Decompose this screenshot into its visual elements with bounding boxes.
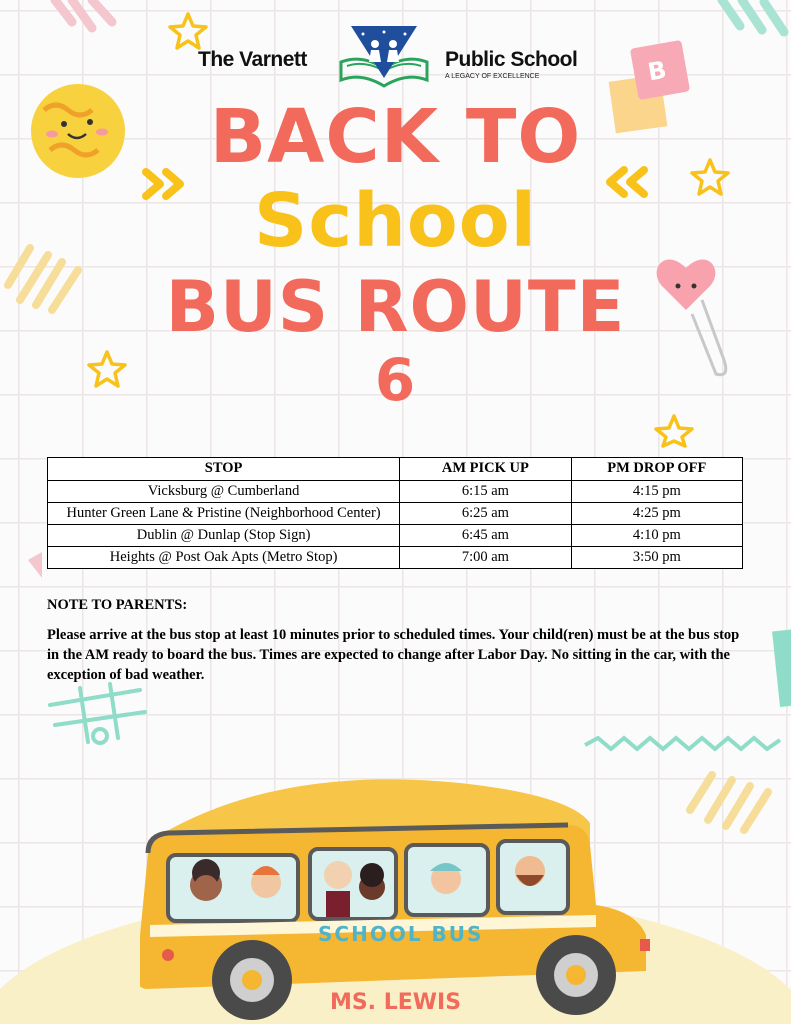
pm-time-cell: 4:10 pm: [571, 525, 742, 547]
bus-schedule-table: [47, 457, 743, 569]
stop-cell: Heights @ Post Oak Apts (Metro Stop): [48, 547, 400, 569]
teacher-name: MS. LEWIS: [329, 990, 462, 1015]
school-logo: [195, 22, 605, 92]
table-row: [48, 481, 743, 503]
pm-time-cell: 3:50 pm: [571, 547, 742, 569]
school-name-left: The Varnett: [198, 48, 307, 71]
stop-cell: Vicksburg @ Cumberland: [48, 481, 400, 503]
pm-time-cell: 4:15 pm: [571, 481, 742, 503]
title-line-2: School: [254, 178, 537, 264]
school-tagline: A LEGACY OF EXCELLENCE: [445, 73, 540, 80]
column-header-pm: PM DROP OFF: [571, 458, 742, 481]
school-bus-illustration: [140, 775, 660, 1024]
am-time-cell: 7:00 am: [400, 547, 571, 569]
title-line-1: BACK TO: [209, 94, 582, 180]
am-time-cell: 6:25 am: [400, 503, 571, 525]
column-header-am: AM PICK UP: [400, 458, 571, 481]
stop-cell: Dublin @ Dunlap (Stop Sign): [48, 525, 400, 547]
crest-icon: [335, 22, 433, 90]
school-name-right: Public School: [445, 48, 578, 71]
note-heading: NOTE TO PARENTS:: [47, 597, 188, 613]
note-body: Please arrive at the bus stop at least 10 minutes prior to scheduled times. Your child(ren) must be at the bus stop in the AM ready to board the bus. Times are expected to change after Labor Day. No sitting in the car, with the exception of bad weather.: [47, 627, 740, 683]
am-time-cell: 6:15 am: [400, 481, 571, 503]
am-time-cell: 6:45 am: [400, 525, 571, 547]
route-number: 6: [374, 346, 417, 414]
table-row: [48, 547, 743, 569]
toy-block-letter: B: [645, 55, 669, 87]
title-line-3: BUS ROUTE: [165, 266, 626, 348]
table-header-row: [48, 458, 743, 481]
table-row: [48, 525, 743, 547]
column-header-stop: STOP: [48, 458, 400, 481]
pm-time-cell: 4:25 pm: [571, 503, 742, 525]
table-row: [48, 503, 743, 525]
stop-cell: Hunter Green Lane & Pristine (Neighborhood Center): [48, 503, 400, 525]
bus-label: SCHOOL BUS: [318, 922, 484, 946]
